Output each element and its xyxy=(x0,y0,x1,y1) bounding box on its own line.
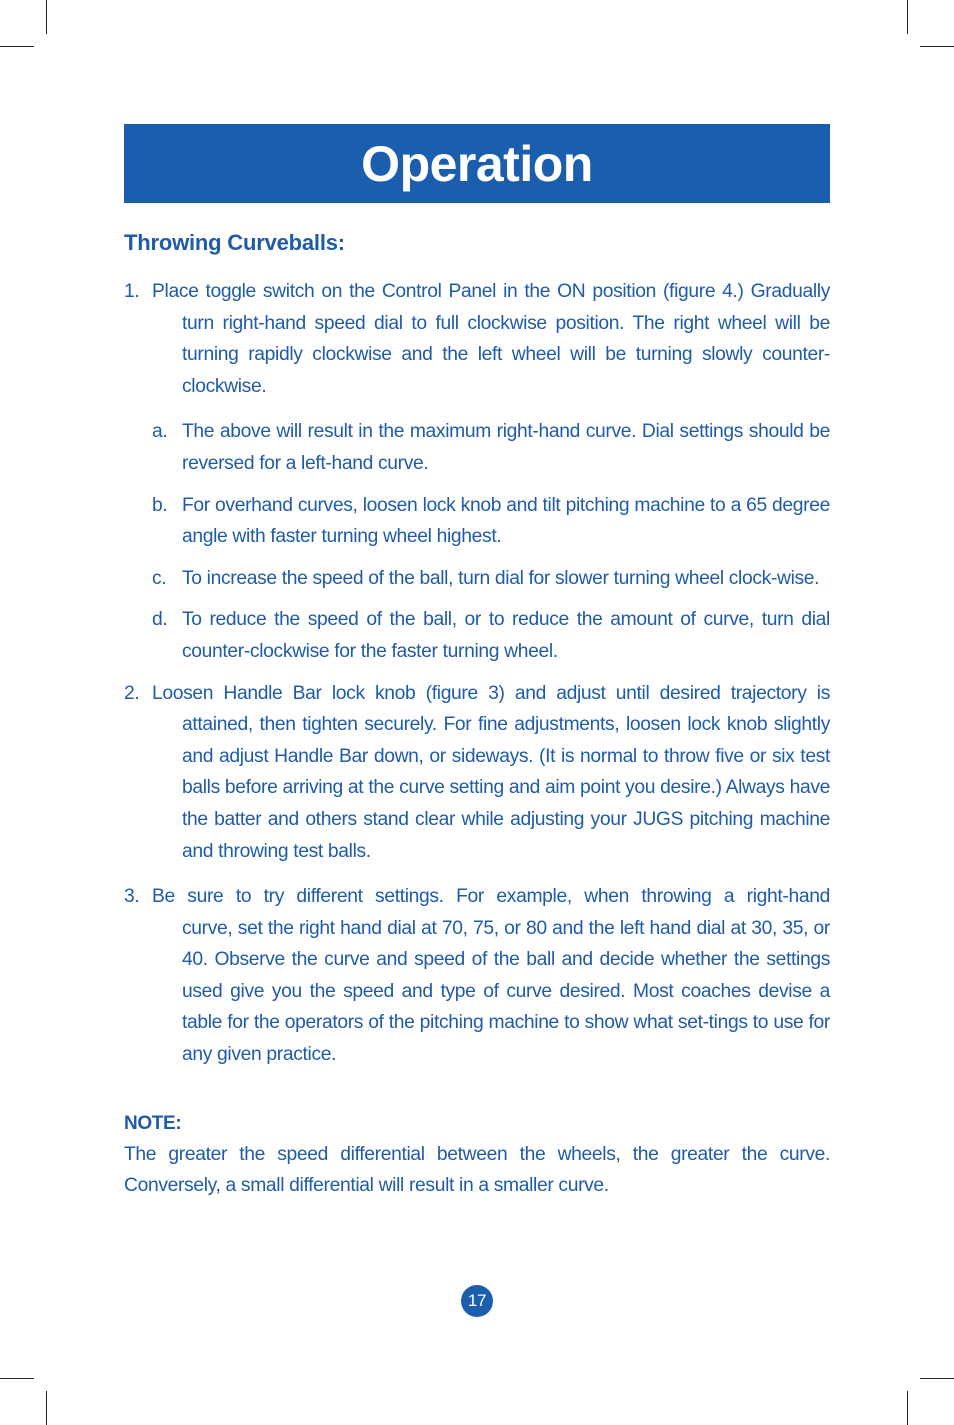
title-banner xyxy=(124,124,830,203)
list-item-text: attained, then tighten securely. For fine adjustments, loosen lock knob slightly and adjust Handle Bar down, or sideways. (It is normal to throw five or six test balls before arriving at the curve setting and aim point you desire.) Always have the batter and others stand clear while adjusting your JUGS pitching machine and throwing test balls. xyxy=(182,714,830,862)
sub-list-item xyxy=(152,563,830,595)
section-title: Throwing Curveballs: xyxy=(124,230,345,255)
sub-list-item xyxy=(152,604,830,667)
note-label: NOTE: xyxy=(124,1112,182,1134)
crop-mark xyxy=(907,1391,908,1425)
list-marker: 2. xyxy=(124,682,140,704)
page-number: 17 xyxy=(467,1291,487,1310)
sub-list-text: To increase the speed of the ball, turn dial for slower turning wheel clock-wise. xyxy=(182,567,820,589)
sub-list xyxy=(152,416,830,667)
sub-list-item xyxy=(152,490,830,553)
sub-list-text: The above will result in the maximum right-hand curve. Dial settings should be reversed for a left-hand curve. xyxy=(182,421,830,474)
sub-list-marker: b. xyxy=(152,494,168,516)
list-item-text: turn right-hand speed dial to full clockwise position. The right wheel will be turning rapidly clockwise and the left wheel will be turning slowly counter-clockwise. xyxy=(182,312,830,397)
list-item-first-line: Be sure to try different settings. For example, when throwing a right-hand xyxy=(152,886,830,908)
crop-mark xyxy=(907,0,908,34)
list-item-first-line: Place toggle switch on the Control Panel in the ON position (figure 4.) Gradually xyxy=(152,281,830,302)
note-text: The greater the speed differential between the wheels, the greater the curve. Conversely, a small differential will result in a smaller curve. xyxy=(124,1143,830,1197)
page-title: Operation xyxy=(361,135,593,192)
list-item xyxy=(124,276,830,402)
page-number-badge xyxy=(461,1285,493,1317)
sub-list-text: For overhand curves, loosen lock knob and tilt pitching machine to a 65 degree angle with faster turning wheel highest. xyxy=(182,494,830,548)
crop-mark xyxy=(0,1378,34,1379)
crop-mark xyxy=(46,0,47,34)
crop-mark xyxy=(0,46,34,47)
list-item xyxy=(124,881,830,1071)
list-item-text: curve, set the right hand dial at 70, 75, or 80 and the left hand dial at 30, 35, or 40. Observe the curve and speed of the ball and decide whether the settings used give you the speed and type of curve desired. Most coaches devise a table for the operators of the pitching machine to show what set-tings to use for any given practice. xyxy=(182,917,830,1066)
sub-list-marker: c. xyxy=(152,567,167,589)
list-marker: 1. xyxy=(124,281,140,302)
list-marker: 3. xyxy=(124,886,140,908)
main-content xyxy=(124,228,830,1202)
crop-mark xyxy=(920,1378,954,1379)
crop-mark xyxy=(920,46,954,47)
sub-list-marker: a. xyxy=(152,421,168,443)
sub-list-text: To reduce the speed of the ball, or to reduce the amount of curve, turn dial counter-clockwise for the faster turning wheel. xyxy=(182,609,830,662)
crop-mark xyxy=(46,1391,47,1425)
sub-list-item xyxy=(152,416,830,479)
sub-list-marker: d. xyxy=(152,609,168,631)
list-item xyxy=(124,678,830,868)
list-item-first-line: Loosen Handle Bar lock knob (figure 3) and adjust until desired trajectory is xyxy=(152,682,830,704)
